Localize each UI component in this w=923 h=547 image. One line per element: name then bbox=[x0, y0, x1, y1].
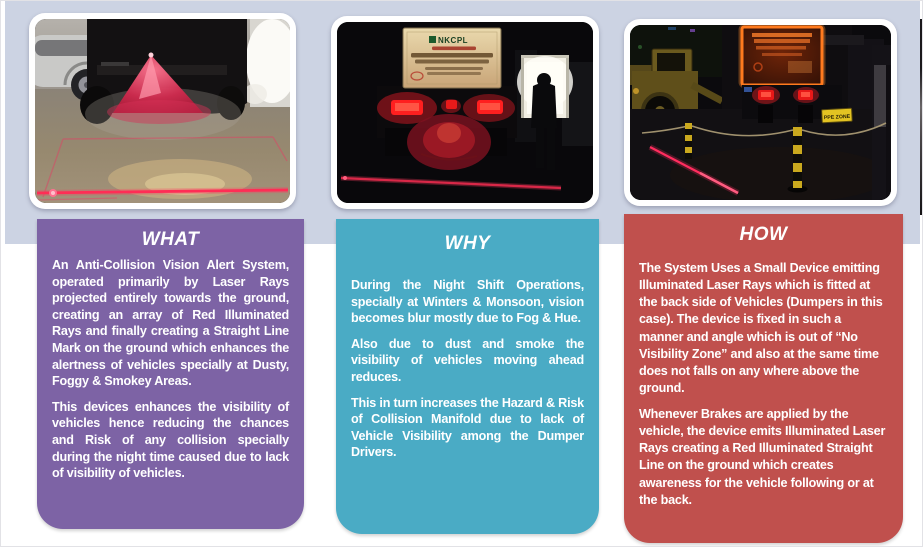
why-paragraph-2: Also due to dust and smoke the visibility of vehicles moving ahead reduces. bbox=[351, 336, 584, 385]
photo-dumper-led-sign-image bbox=[630, 25, 891, 200]
garage-scene bbox=[35, 19, 290, 203]
what-paragraph-1: An Anti-Collision Vision Alert System, operated primarily by Laser Rays projected entirely towards the ground, creating an array of Red Illuminated Rays and finally creating a Straight Line Mark on the ground which enhances the alertness of vehicles specially at Dusty, Foggy & Smokey Areas. bbox=[52, 258, 289, 389]
bollard-left bbox=[685, 123, 692, 159]
how-title: HOW bbox=[739, 224, 788, 245]
how-paragraph-1: The System Uses a Small Device emitting Illuminated Laser Rays which is fitted at the back side of Vehicles (Dumpers in this case). The device is fixed in such a manner and angle which is out of “No Visibility Zone” and also at the same time does not falls on any where above the ground. bbox=[639, 261, 883, 395]
what-paragraph-2: This devices enhances the visibility of vehicles hence reducing the chances and Risk of any collision specially during the night time caused due to lack of visibility of vehicles. bbox=[52, 399, 289, 481]
glare-light bbox=[243, 19, 290, 107]
photo-laser-triangle-garage-image bbox=[35, 19, 290, 203]
why-title: WHY bbox=[444, 233, 491, 254]
ppe-zone-text: PPE ZONE bbox=[823, 113, 851, 122]
night-truck-scene bbox=[337, 22, 593, 203]
how-section bbox=[624, 214, 903, 543]
how-paragraph-2: Whenever Brakes are applied by the vehicle, the device emits Illuminated Laser Rays creating a Red Illuminated Straight Line on the ground which creates awareness for the vehicle following or at the back. bbox=[639, 407, 886, 507]
what-title: WHAT bbox=[141, 229, 200, 250]
sign-logo bbox=[429, 36, 436, 43]
photo-laser-triangle-garage bbox=[29, 13, 296, 209]
red-ground-glow bbox=[407, 114, 491, 170]
why-paragraph-1: During the Night Shift Operations, specially at Winters & Monsoon, vision becomes blur mostly due to Fog & Hue. bbox=[351, 278, 584, 326]
what-section bbox=[37, 219, 304, 529]
person-arm bbox=[872, 45, 891, 200]
ppe-zone-plate bbox=[822, 108, 853, 123]
photo-night-truck-brakelights bbox=[331, 16, 599, 209]
dumper-top-bar bbox=[820, 35, 864, 45]
why-paragraph-3: This in turn increases the Hazard & Risk of Collision Manifold due to lack of Vehicle Visibility among the Dumper Drivers. bbox=[351, 395, 584, 460]
truck-signboard bbox=[403, 28, 501, 88]
sign-company-text: NKCPL bbox=[438, 36, 469, 45]
why-section bbox=[336, 219, 599, 534]
photo-night-truck-brakelights-image bbox=[337, 22, 593, 203]
photo-dumper-led-sign bbox=[624, 19, 897, 206]
led-illuminated-signboard bbox=[742, 27, 822, 85]
dumper-yard-scene bbox=[630, 25, 891, 200]
